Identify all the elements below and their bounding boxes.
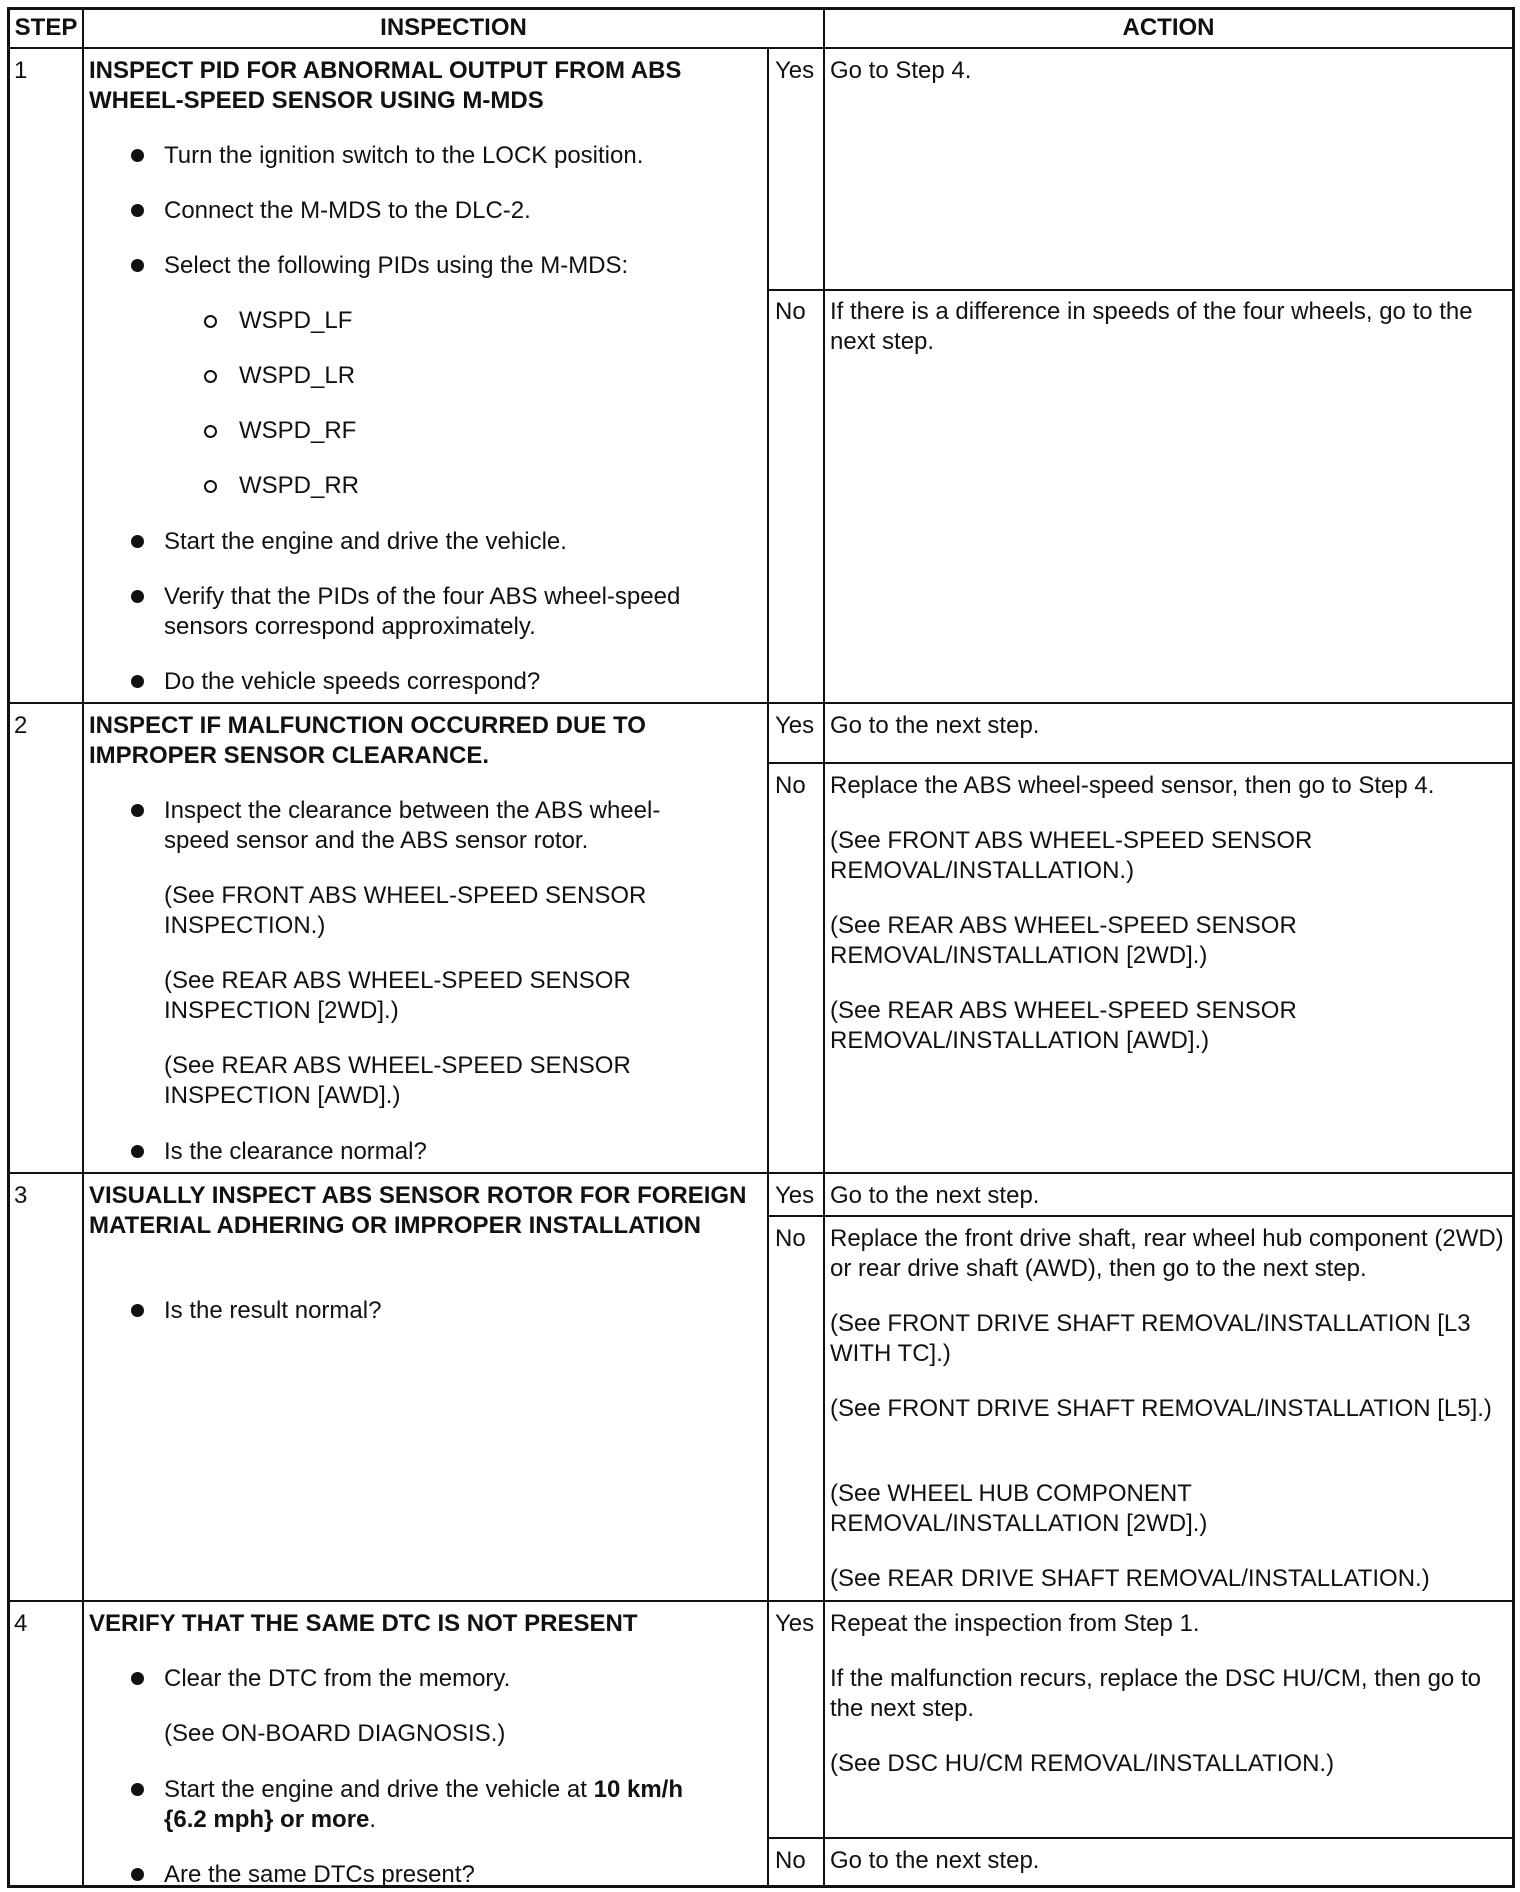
row-divider [767, 762, 1515, 764]
step-number: 4 [14, 1610, 28, 1637]
no-action: If there is a difference in speeds of the four wheels, go to the next step. [830, 298, 1473, 355]
bullet-item: Inspect the clearance between the ABS wheel-speed sensor and the ABS sensor rotor. [164, 796, 709, 856]
step-number: 3 [14, 1182, 28, 1209]
column-divider [767, 47, 769, 1888]
pid-item: WSPD_RR [239, 472, 360, 499]
no-action: Replace the front drive shaft, rear wheel hub component (2WD) or rear drive shaft (AWD), then go to the next step. [830, 1225, 1504, 1282]
pid-item: WSPD_RF [239, 417, 357, 444]
bullet-item: Turn the ignition switch to the LOCK position. [164, 141, 759, 171]
row-divider [767, 1215, 1515, 1217]
reference-text: (See FRONT ABS WHEEL-SPEED SENSOR INSPECTION.) [164, 882, 647, 939]
no-label: No [775, 772, 806, 799]
step-title: VISUALLY INSPECT ABS SENSOR ROTOR FOR FOREIGN MATERIAL ADHERING OR IMPROPER INSTALLATION [89, 1182, 747, 1239]
bullet-item [164, 1775, 724, 1835]
no-action: Replace the ABS wheel-speed sensor, then go to Step 4. [830, 772, 1435, 799]
bullet-item: Clear the DTC from the memory. [164, 1664, 759, 1694]
pid-item: WSPD_LF [239, 307, 353, 334]
no-label: No [775, 1225, 806, 1252]
reference-text: (See DSC HU/CM REMOVAL/INSTALLATION.) [830, 1750, 1335, 1777]
row-divider [7, 1600, 1515, 1602]
header-inspection: INSPECTION [380, 14, 527, 41]
column-divider [82, 7, 84, 1888]
pid-item: WSPD_LR [239, 362, 356, 389]
bullet-item: Start the engine and drive the vehicle. [164, 527, 759, 557]
drive-end: . [369, 1806, 377, 1833]
reference-text: (See ON-BOARD DIAGNOSIS.) [164, 1720, 506, 1747]
header-action: ACTION [1122, 14, 1215, 41]
row-divider [7, 1172, 1515, 1174]
yes-label: Yes [775, 1610, 815, 1637]
drive-speed: 10 km/h {6.2 mph} or more [164, 1776, 683, 1833]
yes-label: Yes [775, 712, 815, 739]
table-border [7, 7, 10, 1888]
table-border [7, 7, 1515, 10]
yes-action: Go to Step 4. [830, 57, 972, 84]
yes-action: If the malfunction recurs, replace the DSC HU/CM, then go to the next step. [830, 1665, 1481, 1722]
bullet-item: Select the following PIDs using the M-MDS: [164, 251, 759, 281]
drive-text: Start the engine and drive the vehicle at [164, 1776, 594, 1803]
reference-text: (See FRONT DRIVE SHAFT REMOVAL/INSTALLATION [L3 WITH TC].) [830, 1310, 1471, 1367]
reference-text: (See FRONT ABS WHEEL-SPEED SENSOR REMOVAL/INSTALLATION.) [830, 827, 1313, 884]
reference-text: (See FRONT DRIVE SHAFT REMOVAL/INSTALLATION [L5].) [830, 1395, 1492, 1422]
step-title: INSPECT PID FOR ABNORMAL OUTPUT FROM ABS WHEEL-SPEED SENSOR USING M-MDS [89, 57, 682, 114]
yes-action: Repeat the inspection from Step 1. [830, 1610, 1200, 1637]
no-label: No [775, 1847, 806, 1874]
step-number: 1 [14, 57, 28, 84]
reference-text: (See REAR DRIVE SHAFT REMOVAL/INSTALLATION.) [830, 1565, 1430, 1592]
bullet-item: Are the same DTCs present? [164, 1860, 759, 1890]
reference-text: (See REAR ABS WHEEL-SPEED SENSOR REMOVAL/INSTALLATION [AWD].) [830, 997, 1297, 1054]
header-step: STEP [14, 14, 78, 41]
step-title: INSPECT IF MALFUNCTION OCCURRED DUE TO IMPROPER SENSOR CLEARANCE. [89, 712, 646, 769]
no-label: No [775, 298, 806, 325]
yes-label: Yes [775, 1182, 815, 1209]
reference-text: (See REAR ABS WHEEL-SPEED SENSOR INSPECTION [2WD].) [164, 967, 631, 1024]
no-action: Go to the next step. [830, 1847, 1040, 1874]
reference-text: (See REAR ABS WHEEL-SPEED SENSOR REMOVAL/INSTALLATION [2WD].) [830, 912, 1297, 969]
row-divider [767, 1837, 1515, 1839]
bullet-item: Connect the M-MDS to the DLC-2. [164, 196, 759, 226]
bullet-item: Is the result normal? [164, 1296, 759, 1326]
row-divider [7, 702, 1515, 704]
reference-text: (See REAR ABS WHEEL-SPEED SENSOR INSPECTION [AWD].) [164, 1052, 631, 1109]
yes-label: Yes [775, 57, 815, 84]
step-number: 2 [14, 712, 28, 739]
yes-action: Go to the next step. [830, 1182, 1040, 1209]
reference-text: (See WHEEL HUB COMPONENT REMOVAL/INSTALLATION [2WD].) [830, 1480, 1208, 1537]
step-title: VERIFY THAT THE SAME DTC IS NOT PRESENT [89, 1610, 638, 1637]
bullet-item: Verify that the PIDs of the four ABS wheel-speed sensors correspond approximately. [164, 582, 744, 642]
bullet-item: Do the vehicle speeds correspond? [164, 667, 759, 697]
yes-action: Go to the next step. [830, 712, 1040, 739]
bullet-item: Is the clearance normal? [164, 1137, 759, 1167]
row-divider [7, 47, 1515, 49]
row-divider [767, 289, 1515, 291]
